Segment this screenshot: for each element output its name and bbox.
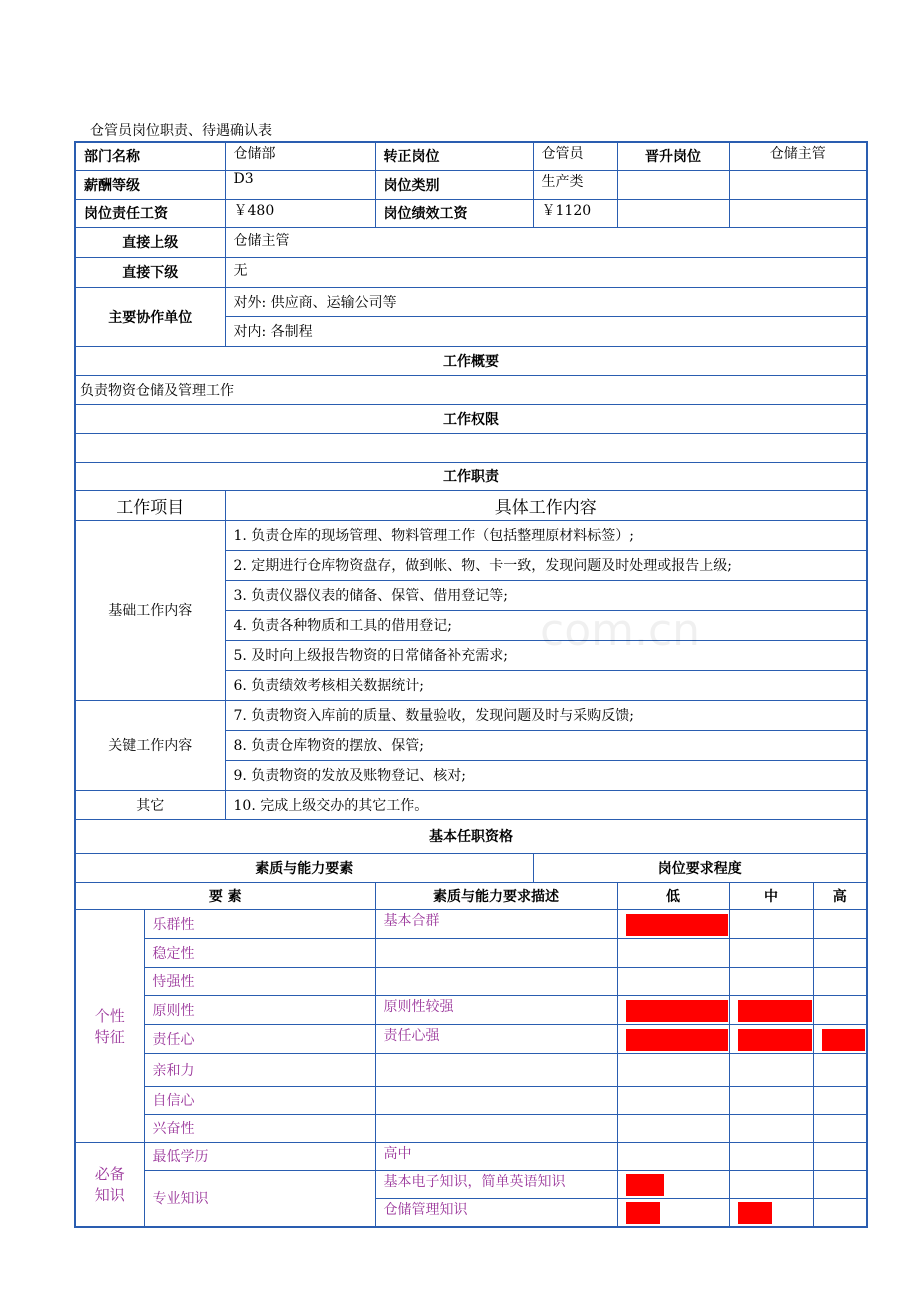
level-mid-cell [729,995,813,1024]
level-mid-mark [738,1000,812,1022]
duties-col-content: 具体工作内容 [225,490,867,520]
level-low-cell [617,1024,729,1053]
trait-desc: 责任心强 [375,1024,617,1053]
duty-item: 3. 负责仪器仪表的储备、保管、借用登记等; [225,580,867,610]
superior-label: 直接上级 [75,227,225,257]
authority-text [75,433,867,462]
subordinate-value: 无 [225,257,867,287]
trait-name: 兴奋性 [144,1114,375,1142]
perf-wage-value: ￥1120 [533,199,617,227]
duty-item: 2. 定期进行仓库物资盘存，做到帐、物、卡一致，发现问题及时处理或报告上级; [225,550,867,580]
dept-value: 仓储部 [225,142,375,170]
duty-item: 4. 负责各种物质和工具的借用登记; [225,610,867,640]
duties-title: 工作职责 [75,462,867,490]
trait-name: 亲和力 [144,1053,375,1086]
empty-cell [617,170,729,199]
level-low-mark [626,1000,728,1022]
level-high-cell [813,1024,867,1053]
level-low-cell [617,1053,729,1086]
trait-name: 乐群性 [144,909,375,938]
trait-desc: 原则性较强 [375,995,617,1024]
job-confirmation-table [74,141,868,1228]
trait-desc [375,1086,617,1114]
empty-cell [729,199,867,227]
professional-desc: 仓储管理知识 [375,1198,617,1227]
level-low-cell [617,1086,729,1114]
trait-desc [375,1053,617,1086]
duty-item: 10. 完成上级交办的其它工作。 [225,790,867,819]
dept-label: 部门名称 [75,142,225,170]
level-low-mark [626,1202,660,1224]
level-high-cell [813,938,867,967]
watermark: com.cn [540,605,701,656]
education-desc: 高中 [375,1142,617,1170]
level-low-cell [617,995,729,1024]
level-mid-cell [729,1114,813,1142]
professional-desc: 基本电子知识，简单英语知识 [375,1170,617,1198]
level-low-mark [626,914,728,936]
duty-item: 6. 负责绩效考核相关数据统计; [225,670,867,700]
ability-header: 素质与能力要素 [75,853,533,882]
level-mid-cell [729,938,813,967]
post-type-value: 生产类 [533,170,617,199]
level-low-mark [626,1029,728,1051]
summary-text: 负责物资仓储及管理工作 [75,375,867,404]
summary-title: 工作概要 [75,346,867,375]
col-high: 高 [813,882,867,909]
level-low-cell [617,909,729,938]
duty-group-basic: 基础工作内容 [75,520,225,700]
empty-cell [729,170,867,199]
trait-name: 原则性 [144,995,375,1024]
level-mid-cell [729,1053,813,1086]
duty-wage-label: 岗位责任工资 [75,199,225,227]
empty-cell [617,199,729,227]
duty-item: 9. 负责物资的发放及账物登记、核对; [225,760,867,790]
col-low: 低 [617,882,729,909]
level-mid-mark [738,1202,772,1224]
duty-item: 5. 及时向上级报告物资的日常储备补充需求; [225,640,867,670]
level-mid-cell [729,1170,813,1198]
qualifications-title: 基本任职资格 [75,819,867,853]
level-mid-cell [729,1142,813,1170]
trait-name: 责任心 [144,1024,375,1053]
level-low-cell [617,1198,729,1227]
level-high-cell [813,1170,867,1198]
trait-desc [375,967,617,995]
promo-post-value: 仓储主管 [729,142,867,170]
coop-label: 主要协作单位 [75,287,225,346]
level-high-cell [813,967,867,995]
subordinate-label: 直接下级 [75,257,225,287]
level-low-cell [617,1114,729,1142]
coop-external: 对外: 供应商、运输公司等 [225,287,867,316]
level-mid-cell [729,1086,813,1114]
level-low-cell [617,938,729,967]
trait-desc [375,938,617,967]
personality-group-label: 个性 特征 [75,909,144,1142]
duty-group-key: 关键工作内容 [75,700,225,790]
level-high-cell [813,1053,867,1086]
col-mid: 中 [729,882,813,909]
level-high-cell [813,1086,867,1114]
level-high-cell [813,1142,867,1170]
duty-item: 1. 负责仓库的现场管理、物料管理工作（包括整理原材料标签）; [225,520,867,550]
level-high-cell [813,909,867,938]
level-mid-cell [729,1024,813,1053]
level-high-cell [813,995,867,1024]
trait-name: 自信心 [144,1086,375,1114]
level-mid-cell [729,909,813,938]
level-mid-cell [729,967,813,995]
level-high-cell [813,1114,867,1142]
duty-group-other: 其它 [75,790,225,819]
level-header: 岗位要求程度 [533,853,867,882]
level-mid-mark [738,1029,812,1051]
perf-wage-label: 岗位绩效工资 [375,199,533,227]
confirm-post-value: 仓管员 [533,142,617,170]
promo-post-label: 晋升岗位 [617,142,729,170]
education-label: 最低学历 [144,1142,375,1170]
trait-name: 恃强性 [144,967,375,995]
level-low-cell [617,1142,729,1170]
duties-col-item: 工作项目 [75,490,225,520]
salary-grade-value: D3 [225,170,375,199]
duty-item: 8. 负责仓库物资的摆放、保管; [225,730,867,760]
trait-desc [375,1114,617,1142]
level-low-cell [617,1170,729,1198]
authority-title: 工作权限 [75,404,867,433]
level-low-mark [626,1174,664,1196]
salary-grade-label: 薪酬等级 [75,170,225,199]
confirm-post-label: 转正岗位 [375,142,533,170]
level-high-cell [813,1198,867,1227]
document-title: 仓管员岗位职责、待遇确认表 [90,123,272,139]
col-element: 要 素 [75,882,375,909]
level-low-cell [617,967,729,995]
level-high-mark [822,1029,866,1051]
trait-name: 稳定性 [144,938,375,967]
professional-label: 专业知识 [144,1170,375,1227]
col-desc: 素质与能力要求描述 [375,882,617,909]
trait-desc: 基本合群 [375,909,617,938]
level-mid-cell [729,1198,813,1227]
duty-item: 7. 负责物资入库前的质量、数量验收，发现问题及时与采购反馈; [225,700,867,730]
knowledge-group-label: 必备 知识 [75,1142,144,1227]
post-type-label: 岗位类别 [375,170,533,199]
coop-internal: 对内: 各制程 [225,316,867,346]
superior-value: 仓储主管 [225,227,867,257]
duty-wage-value: ￥480 [225,199,375,227]
